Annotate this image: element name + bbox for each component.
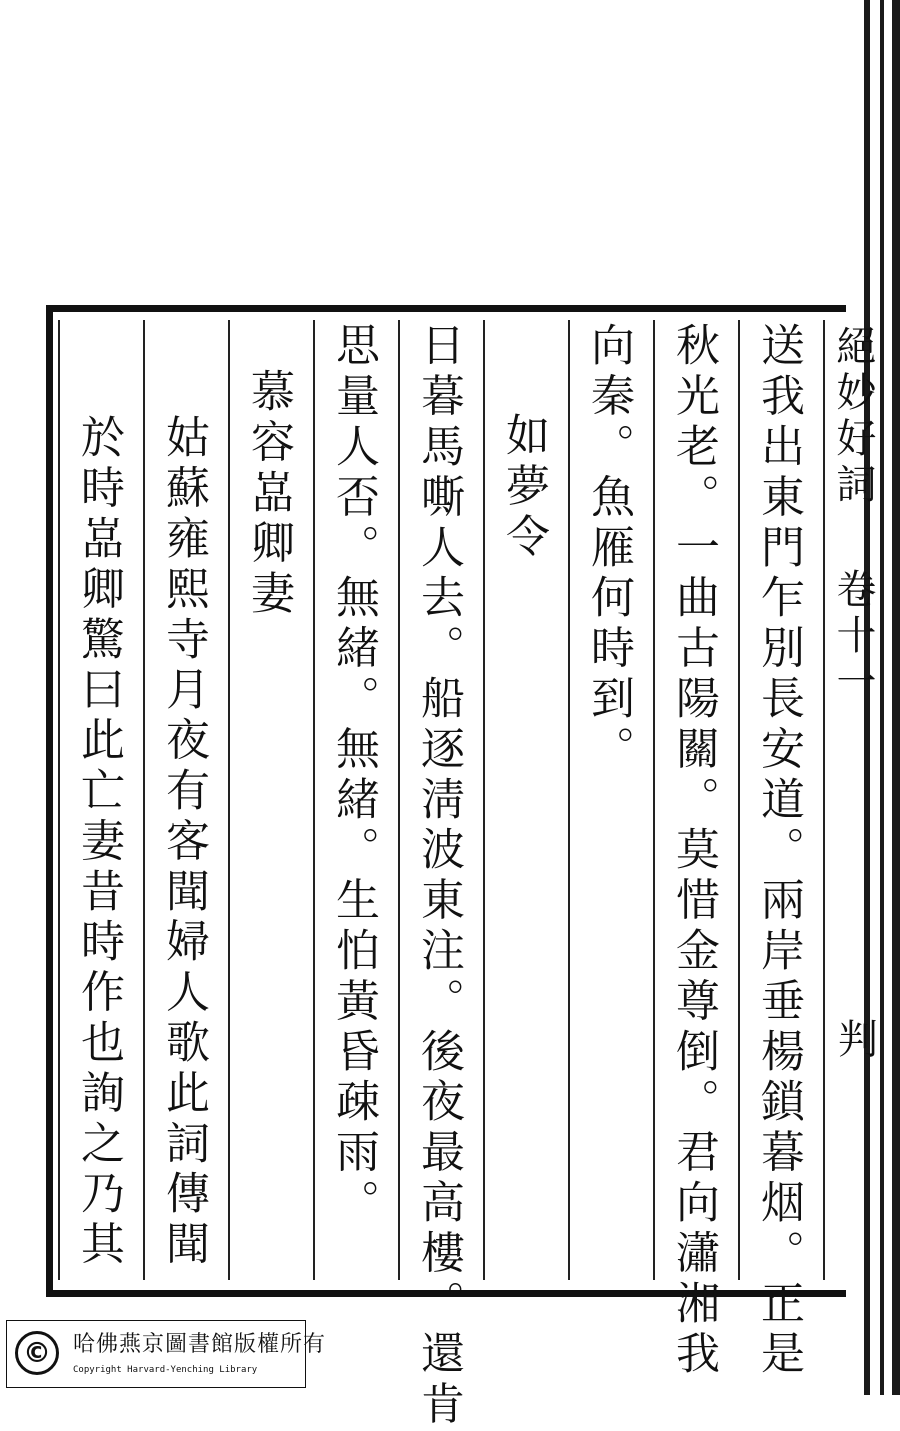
banxin-section: 判 [838,1017,884,1063]
column-rule [483,320,485,1280]
center-fold-banxin [828,325,884,1063]
text-column-5: 日暮馬嘶人去。船逐淸波東注。後夜最高樓。還肯 [413,322,464,1431]
column-rule [143,320,145,1280]
text-column-6: 思量人否。無緒。無緒。生怕黃昏疎雨。 [328,322,379,1230]
column-rule [58,320,60,1280]
column-rule [823,320,825,1280]
text-column-2: 秋光老。一曲古陽關。莫惜金尊倒。君向瀟湘我 [668,322,719,1381]
column-rule [398,320,400,1280]
column-rule [228,320,230,1280]
column-rule [653,320,655,1280]
copyright-stamp [6,1320,327,1388]
spine-edge-right [892,0,900,1395]
poem-title: 如夢令 [498,412,549,564]
column-rule [313,320,315,1280]
text-column-3: 向秦。魚雁何時到。 [583,322,634,776]
copyright-english: Copyright Harvard-Yenching Library [73,1365,258,1375]
author-name: 慕容嵓卿妻 [243,368,294,620]
column-rule [568,320,570,1280]
copyright-chinese: 哈佛燕京圖書館版權所有 [73,1332,327,1357]
text-column-1: 送我出東門乍別長安道。兩岸垂楊鎖暮烟。正是 [753,322,804,1381]
text-column-9: 於時嵓卿驚曰此亡妻昔時作也詢之乃其 [73,414,124,1271]
copyright-icon: © [15,1331,59,1375]
column-rule [738,320,740,1280]
banxin-title: 絕妙好詞 [830,325,876,509]
banxin-volume: 卷十一 [830,567,876,706]
text-column-8: 姑蘇雍熙寺月夜有客聞婦人歌此詞傳聞 [158,414,209,1271]
spine-edge-mid [880,0,884,1395]
